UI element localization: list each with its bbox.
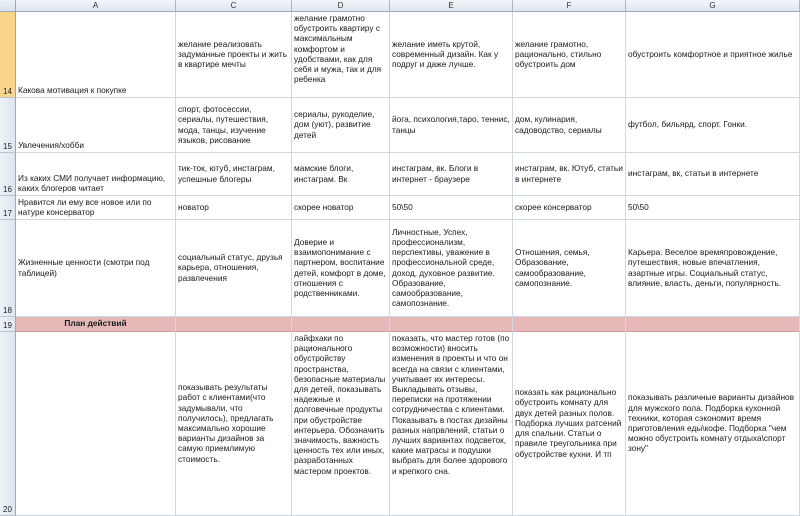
cell-f17[interactable] [513, 196, 626, 220]
row-header-16[interactable]: 16 [0, 153, 16, 196]
cell-f19[interactable] [513, 317, 626, 332]
cell-f16[interactable] [513, 153, 626, 196]
cell-text: желание грамотно, рационально, стильно обустроить дом [515, 38, 602, 70]
cell-e19[interactable] [390, 317, 513, 332]
column-header-c[interactable]: C [176, 0, 292, 12]
cell-text: 50\50 [628, 201, 649, 212]
cell-g19[interactable] [626, 317, 800, 332]
cell-text: мамские блоги, инстаграм. Вк [294, 163, 354, 184]
cell-a17[interactable] [16, 196, 176, 220]
cell-text: желание иметь крутой, современный дизайн. Как у подруг и даже лучше. [392, 38, 499, 70]
cell-text: Жизненные ценности (смотри под таблицей) [18, 257, 150, 278]
select-all-corner[interactable] [0, 0, 16, 12]
row-header-18[interactable]: 18 [0, 220, 16, 317]
cell-text: социальный статус, друзья карьера, отношения, развлечения [178, 252, 283, 283]
cell-c17[interactable] [176, 196, 292, 220]
cell-text: обустроить комфортное и приятное жилье [628, 48, 793, 59]
cell-e17[interactable] [390, 196, 513, 220]
cell-text: футбол, бильярд, спорт. Гонки. [628, 119, 748, 130]
cell-a14[interactable] [16, 12, 176, 98]
cell-a20[interactable] [16, 332, 176, 516]
cell-f14[interactable] [513, 12, 626, 98]
cell-c18[interactable] [176, 220, 292, 317]
cell-c19[interactable] [176, 317, 292, 332]
cell-text: инстаграм, вк. Ютуб, статьи в интернете [515, 163, 623, 184]
cell-d20[interactable] [292, 332, 390, 516]
cell-text: скорее новатор [294, 201, 354, 212]
row-header-17[interactable]: 17 [0, 196, 16, 220]
cell-g16[interactable] [626, 153, 800, 196]
cell-text: скорее консерватор [515, 201, 592, 212]
cell-d14[interactable] [292, 12, 390, 98]
cell-text: дом, кулинария, садоводство, сериалы [515, 114, 602, 135]
cell-text: йога, психология,таро, теннис, танцы [392, 114, 510, 135]
cell-c16[interactable] [176, 153, 292, 196]
column-header-g[interactable]: G [626, 0, 800, 12]
cell-d15[interactable] [292, 98, 390, 153]
cell-text: План действий [64, 318, 127, 329]
cell-a16[interactable] [16, 153, 176, 196]
cell-text: Увлечения/хобби [18, 139, 84, 150]
cell-text: желание реализовать задуманные проекты и жить в квартире мечты [178, 38, 288, 70]
cell-text: инстаграм, вк, статьи в интернете [628, 168, 759, 179]
cell-e16[interactable] [390, 153, 513, 196]
cell-g17[interactable] [626, 196, 800, 220]
cell-e20[interactable] [390, 332, 513, 516]
cell-text: Из каких СМИ получает информацию, каких блогеров читает [18, 172, 166, 193]
cell-text: показать как рационально обустроить комнату для двух детей разных полов. Подборка лучших ратсений для спальни. Статьи о правиле треугольника при обустройстве кухни. И тп [515, 387, 622, 459]
cell-g20[interactable] [626, 332, 800, 516]
cell-text: показывать различные варианты дизайнов для мужского пола. Подборка кухонной техники, которая сэкономит время приготовления еды\кофе. Подборка "чем можно обустроить комнату отдыха\спорт зону" [628, 392, 795, 454]
cell-c15[interactable] [176, 98, 292, 153]
cell-e18[interactable] [390, 220, 513, 317]
cell-text: сериалы, рукоделие, дом (уют), развитие детей [294, 109, 375, 140]
column-header-e[interactable]: E [390, 0, 513, 12]
row-header-20[interactable]: 20 [0, 332, 16, 516]
cell-c14[interactable] [176, 12, 292, 98]
cell-text: тик-ток, ютуб, инстаграм, успешные блогеры [178, 163, 275, 184]
cell-d16[interactable] [292, 153, 390, 196]
column-header-d[interactable]: D [292, 0, 390, 12]
cell-text: 50\50 [392, 201, 413, 212]
cell-text: новатор [178, 201, 209, 212]
row-header-15[interactable]: 15 [0, 98, 16, 153]
cell-text: инстаграм, вк. Блоги в интернет - браузере [392, 163, 479, 184]
cell-text: Личностные, Успех, профессионализм, перспективы, уважение в профессиональной среде, доход, духовное развитие. Образование, самообразование, самопознание. [392, 226, 495, 309]
cell-text: Отношения, семья, Образование, самообразование, самопознание. [515, 247, 590, 288]
cell-text: лайфхаки по рационального обустройству пространства, безопасные материалы для детей, показывать надежные и долговечные продукты при обустройстве интерьера. Обозначить значимость, важность ценность тех или иных, разработанных мастером проектов. [294, 333, 386, 476]
cell-g18[interactable] [626, 220, 800, 317]
cell-text: спорт, фотосессии, сериалы, путешествия, мода, танцы, изучение языков, рисование [178, 104, 269, 145]
column-header-a[interactable]: A [16, 0, 176, 12]
cell-a19-action-plan[interactable] [16, 317, 176, 332]
cell-text: Нравится ли ему все новое или по натуре консерватор [18, 196, 152, 217]
cell-f20[interactable] [513, 332, 626, 516]
cell-text: показать, что мастер готов (по возможности) вносить изменения в проекты и что он всегда на связи с клиентами, учитывает их интересы. Выкладывать отзывы, переписки на протяжении сотрудничества с клиентами. Показывать в постах дизайны разных напрвлений, статьи о лучших вариантах подсветок, какие матрасы и подушки выбрать для более здорового и крепкого сна. [392, 333, 510, 476]
cell-e15[interactable] [390, 98, 513, 153]
cell-a18[interactable] [16, 220, 176, 317]
cell-d17[interactable] [292, 196, 390, 220]
cell-text: желание грамотно обустроить квартиру с максимальным комфортом и удобствами, как для себя и мужа, так и для ребенка [294, 13, 382, 85]
column-header-f[interactable]: F [513, 0, 626, 12]
cell-text: Доверие и взаимопонимание с партнером, воспитание детей, комфорт в доме, отношения с родственниками. [294, 236, 386, 298]
cell-text: Какова мотивация к покупке [18, 84, 127, 95]
cell-f15[interactable] [513, 98, 626, 153]
cell-c20[interactable] [176, 332, 292, 516]
cell-d19[interactable] [292, 317, 390, 332]
cell-e14[interactable] [390, 12, 513, 98]
row-header-19[interactable]: 19 [0, 317, 16, 332]
cell-a15[interactable] [16, 98, 176, 153]
cell-text: показывать результаты работ с клиентами(что задумывали, что получилось), предлагать максимально хорошие варианты дизайнов за самую приемлимую стоимость. [178, 382, 274, 464]
cell-d18[interactable] [292, 220, 390, 317]
cell-f18[interactable] [513, 220, 626, 317]
cell-g14[interactable] [626, 12, 800, 98]
row-header-14[interactable]: 14 [0, 12, 16, 98]
cell-g15[interactable] [626, 98, 800, 153]
cell-text: Карьера. Веселое времяпровождение, путешествия, новые впечатления, азартные игры. Социальный статус, влияние, власть, деньги, популярность. [628, 247, 782, 288]
